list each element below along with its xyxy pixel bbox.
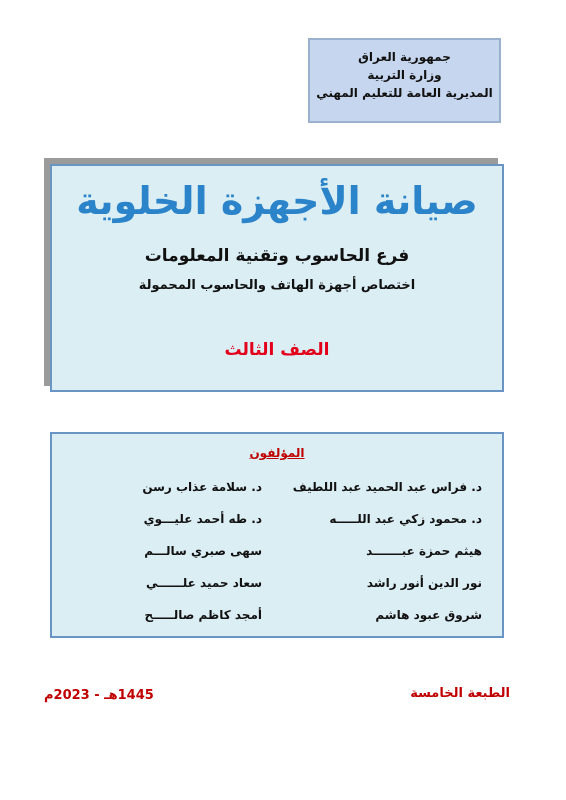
edition-label: الطبعة الخامسة <box>410 686 510 701</box>
author-left-5: أمجد كاظم صالـــــح <box>144 608 262 622</box>
authors-box <box>50 432 504 638</box>
ministry-header <box>308 38 501 123</box>
author-left-1: د. سلامة عذاب رسن <box>142 480 262 494</box>
grade-label: الصف الثالث <box>224 340 330 360</box>
header-ministry: وزارة التربية <box>367 68 442 82</box>
author-right-5: شروق عبود هاشم <box>375 608 482 622</box>
author-left-2: د. طه أحمد عليـــوي <box>143 512 262 526</box>
branch-label: فرع الحاسوب وتقنية المعلومات <box>144 246 410 266</box>
author-left-3: سهى صبري سالـــم <box>144 544 262 558</box>
author-right-4: نور الدين أنور راشد <box>366 576 482 590</box>
author-right-2: د. محمود زكي عبد اللـــــه <box>329 512 482 526</box>
header-directorate: المديرية العامة للتعليم المهني <box>316 86 493 100</box>
author-right-3: هيثم حمزة عبـــــــد <box>366 544 482 558</box>
author-right-1: د. فراس عبد الحميد عبد اللطيف <box>292 480 482 494</box>
header-country: جمهورية العراق <box>358 50 451 64</box>
publication-year: 1445هـ - 2023م <box>44 688 154 703</box>
specialization-label: اختصاص أجهزة الهاتف والحاسوب المحمولة <box>138 278 416 293</box>
title-box <box>50 164 504 392</box>
book-title: صيانة الأجهزة الخلوية <box>76 179 478 223</box>
authors-heading: المؤلفون <box>249 446 305 460</box>
author-left-4: سعاد حميد علــــــي <box>146 576 262 590</box>
